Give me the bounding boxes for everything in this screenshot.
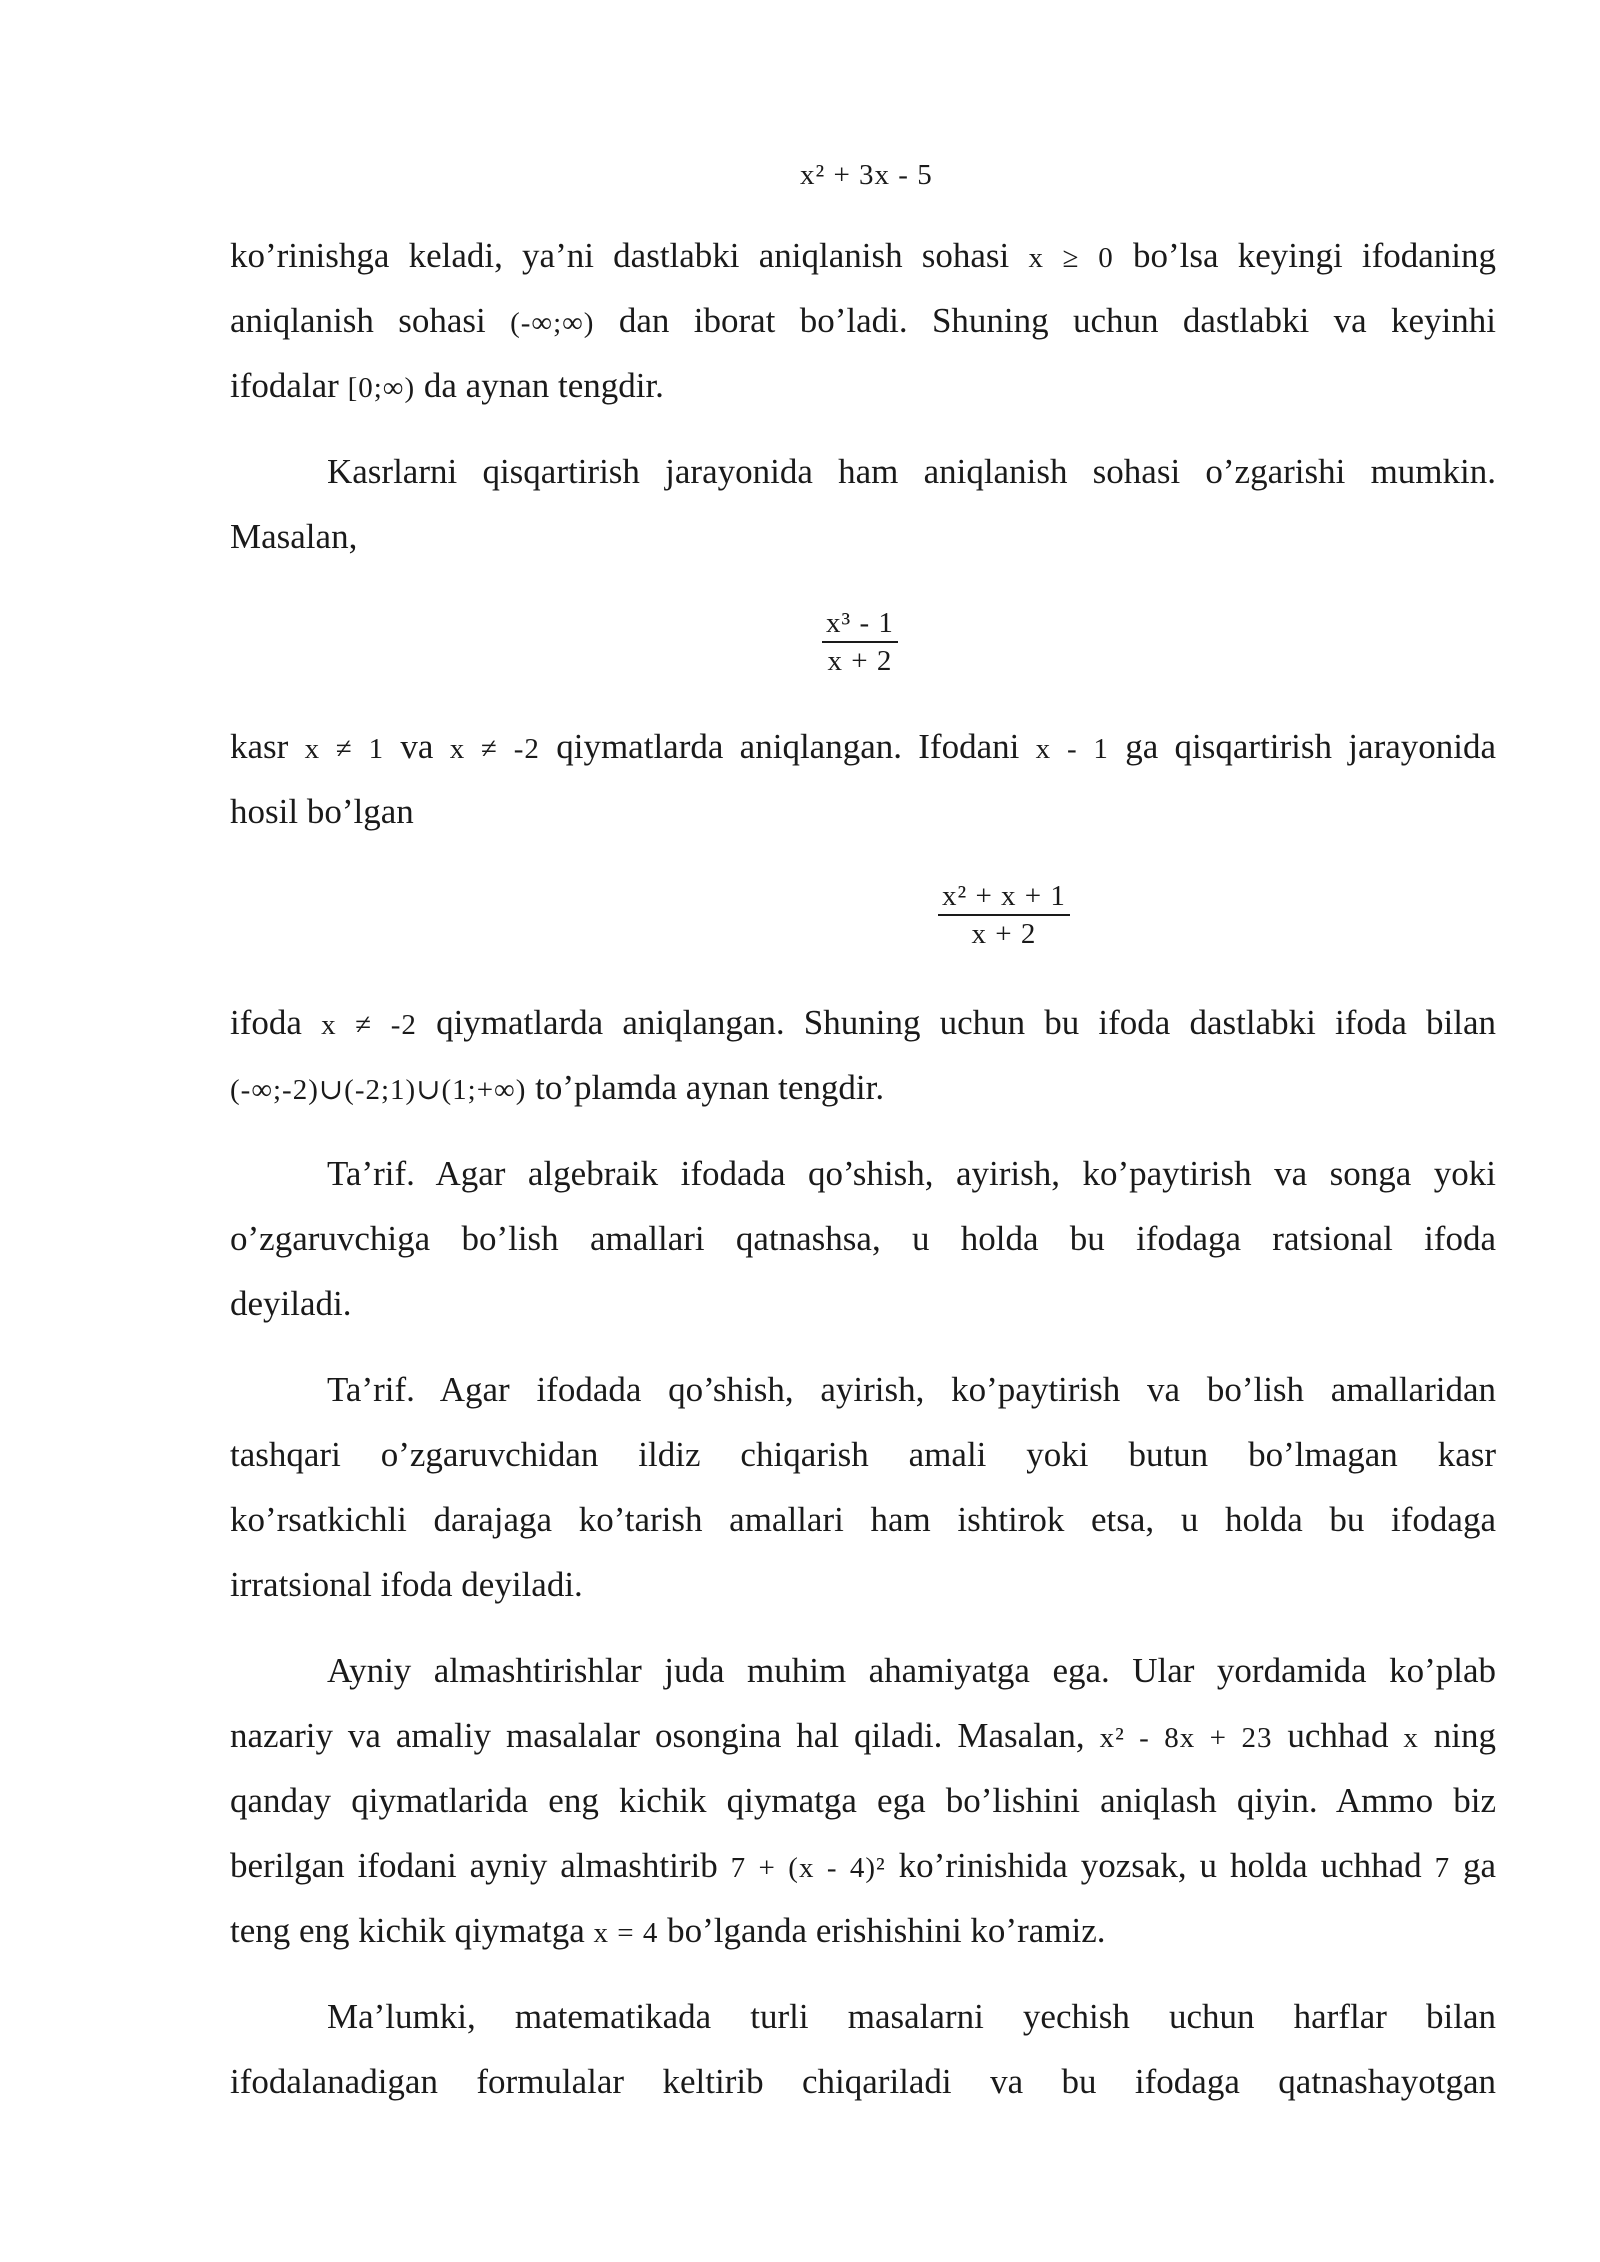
text-span: teng eng kichik qiymatga — [230, 1911, 585, 1950]
p7-line4 — [230, 1846, 1496, 1888]
p5-line2 — [230, 1219, 1496, 1259]
math-inline: x² - 8x + 23 — [1099, 1722, 1273, 1754]
text-span: da aynan tengdir. — [423, 366, 664, 405]
text-span: Ma’lumki, matematikada turli masalarni yechish uchun harflar bilan — [327, 1997, 1496, 2036]
formula-top-text: x² + 3x - 5 — [800, 159, 933, 191]
fraction-denominator: x + 2 — [827, 645, 893, 677]
p3-line2 — [230, 792, 1496, 832]
text-span: uchhad — [1287, 1716, 1389, 1755]
math-inline: 7 — [1434, 1852, 1451, 1884]
p2-line2 — [230, 517, 1496, 557]
formula-top — [800, 158, 933, 192]
p4-line2 — [230, 1068, 1496, 1110]
text-span: bo’lsa keyingi ifodaning — [1132, 236, 1497, 275]
text-span: ifodalanadigan formulalar keltirib chiqariladi va bu ifodaga qatnashayotgan — [230, 2062, 1496, 2101]
text-span: bo’lganda erishishini ko’ramiz. — [667, 1911, 1106, 1950]
math-inline: x ≠ 1 — [304, 733, 385, 765]
p7-line2 — [230, 1716, 1496, 1758]
text-span: Masalan, — [230, 517, 358, 556]
text-span: ko’rsatkichli darajaga ko’tarish amallari ham ishtirok etsa, u holda bu ifodaga — [230, 1500, 1496, 1539]
text-span: Kasrlarni qisqartirish jarayonida ham aniqlanish sohasi o’zgarishi mumkin. — [327, 452, 1496, 491]
p7-line3 — [230, 1781, 1496, 1821]
p8-line1 — [327, 1997, 1496, 2037]
text-span: o’zgaruvchiga bo’lish amallari qatnashsa, u holda bu ifodaga ratsional ifoda — [230, 1219, 1496, 1258]
text-span: nazariy va amaliy masalalar osongina hal qiladi. Masalan, — [230, 1716, 1085, 1755]
text-span: aniqlanish sohasi — [230, 301, 486, 340]
text-span: Ayniy almashtirishlar juda muhim ahamiyatga ega. Ular yordamida ko’plab — [327, 1651, 1496, 1690]
fraction-numerator: x² + x + 1 — [938, 878, 1070, 916]
text-span: ning — [1433, 1716, 1497, 1755]
math-inline: x ≠ -2 — [449, 733, 540, 765]
p6-line2 — [230, 1435, 1496, 1475]
text-span: kasr — [230, 727, 289, 766]
fraction-denominator: x + 2 — [971, 918, 1037, 950]
math-inline: x = 4 — [593, 1917, 659, 1949]
math-inline: x - 1 — [1035, 733, 1109, 765]
p7-line5 — [230, 1911, 1496, 1953]
p3-line1 — [230, 727, 1496, 769]
text-span: qiymatlarda aniqlangan. Shuning uchun bu ifoda dastlabki ifoda bilan — [436, 1003, 1497, 1042]
text-span: deyiladi. — [230, 1284, 352, 1323]
text-span: ifodalar — [230, 366, 339, 405]
text-span: hosil bo’lgan — [230, 792, 414, 831]
math-inline: (-∞;-2)∪(-2;1)∪(1;+∞) — [230, 1074, 527, 1106]
text-span: tashqari o’zgaruvchidan ildiz chiqarish amali yoki butun bo’lmagan kasr — [230, 1435, 1496, 1474]
fraction-2 — [938, 878, 1070, 952]
p7-line1 — [327, 1651, 1496, 1691]
text-span: ga — [1462, 1846, 1497, 1885]
math-inline: [0;∞) — [347, 372, 416, 404]
p4-line1 — [230, 1003, 1496, 1045]
p6-line1 — [327, 1370, 1496, 1410]
math-inline: (-∞;∞) — [510, 307, 595, 339]
math-inline: x ≠ -2 — [321, 1009, 417, 1041]
p1-line1 — [230, 236, 1496, 278]
math-inline: x — [1403, 1722, 1419, 1754]
text-span: ko’rinishga keladi, ya’ni dastlabki aniqlanish sohasi — [230, 236, 1010, 275]
math-inline: x ≥ 0 — [1028, 242, 1114, 274]
text-span: qiymatlarda aniqlangan. Ifodani — [556, 727, 1020, 766]
p6-line4 — [230, 1565, 1496, 1605]
text-span: Ta’rif. Agar algebraik ifodada qo’shish, ayirish, ko’paytirish va songa yoki — [327, 1154, 1496, 1193]
text-span: ko’rinishida yozsak, u holda uchhad — [898, 1846, 1422, 1885]
fraction-1 — [822, 605, 898, 679]
text-span: va — [400, 727, 434, 766]
text-span: dan iborat bo’ladi. Shuning uchun dastlabki va keyinhi — [618, 301, 1496, 340]
text-span: ifoda — [230, 1003, 302, 1042]
math-inline: 7 + (x - 4)² — [730, 1852, 886, 1884]
text-span: ga qisqartirish jarayonida — [1125, 727, 1497, 766]
fraction-numerator: x³ - 1 — [822, 605, 898, 643]
p1-line3 — [230, 366, 1496, 408]
text-span: Ta’rif. Agar ifodada qo’shish, ayirish, ko’paytirish va bo’lish amallaridan — [327, 1370, 1496, 1409]
p2-line1 — [327, 452, 1496, 492]
text-span: qanday qiymatlarida eng kichik qiymatga ega bo’lishini aniqlash qiyin. Ammo biz — [230, 1781, 1496, 1820]
text-span: irratsional ifoda deyiladi. — [230, 1565, 583, 1604]
text-span: berilgan ifodani ayniy almashtirib — [230, 1846, 718, 1885]
p5-line1 — [327, 1154, 1496, 1194]
p1-line2 — [230, 301, 1496, 343]
text-span: to’plamda aynan tengdir. — [535, 1068, 885, 1107]
p8-line2 — [230, 2062, 1496, 2102]
p6-line3 — [230, 1500, 1496, 1540]
p5-line3 — [230, 1284, 1496, 1324]
